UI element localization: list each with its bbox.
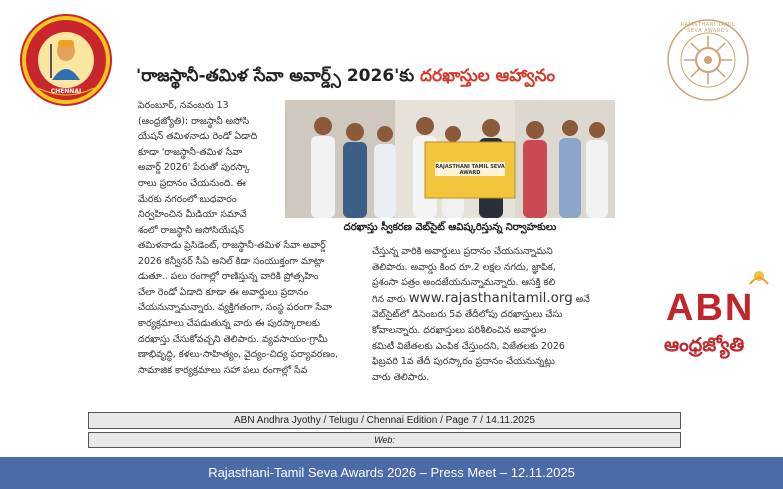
article-text: గిన వారు <box>372 293 406 305</box>
article-line: (ఆంధ్రజ్యోతి): రాజస్థానీ అసోసి <box>138 115 250 127</box>
article-line: కోవాలన్నారు. దరఖాస్తులు పరిశీలించిన అవార్డుల <box>372 324 547 336</box>
article-line: అవార్డ్ 2026' పేరుతో పురస్కా <box>138 162 250 174</box>
article-line <box>372 291 612 308</box>
seal-text: RAJASTHANI TAMIL SEVA AWARDS <box>680 22 736 34</box>
headline-accent: దరఖాస్తుల ఆహ్వానం <box>420 66 556 86</box>
abn-tagline: ఆంధ్రజ్యోతి <box>664 334 745 356</box>
article-line: సామాజిక కార్యక్రమాలు సహా పలు రంగాల్లో సేవ <box>138 364 308 376</box>
article-line: డుతూ.. పలు రంగాల్లో రాణిస్తున్న వారికి ప్రోత్సహిం <box>138 271 319 283</box>
article-line: మేరకు నగరంలో బుధవారం <box>138 193 237 205</box>
article-continuation <box>138 238 360 384</box>
article-line: చేలా రెండో ఏడాది కూడా ఈ అవార్డులు ప్రదానం <box>138 286 309 298</box>
article-line: ణాభివృద్ధి, కళలు-సాహిత్యం, వైద్యం-చిద్య పర్యావరణం, <box>138 349 338 361</box>
article-text: అనే <box>575 293 590 305</box>
article-line: ప్రశంసా పత్రం అందజేయనున్నామన్నారు. ఆసక్తి కలి <box>372 277 556 289</box>
web-info: Web: <box>88 432 681 448</box>
article-line: కార్యక్రమాలు చేపడుతున్న వారు ఈ పురస్కారాలకు <box>138 317 321 329</box>
footer-title: Rajasthani-Tamil Seva Awards 2026 – Press Meet – 12.11.2025 <box>0 457 783 489</box>
article-line: తమిళనాడు ప్రెసిడెంట్, రాజస్థానీ-తమిళ సేవా అవార్డ్ <box>138 240 326 251</box>
abn-letters: ABN <box>666 287 755 329</box>
press-meet-photo <box>285 100 615 218</box>
headline-main: 'రాజస్థానీ-తమిళ సేవా అవార్డ్స్ 2026'కు <box>136 66 415 86</box>
article-line: చేయనున్నామన్నారు. వ్యక్తిగతంగా, సంస్థ పరంగా సేవా <box>138 302 332 314</box>
article-headline <box>136 66 616 90</box>
article-line: చేస్తున్న వారికి అవార్డులు ప్రదానం చేయనున్నామని <box>372 246 553 257</box>
source-info: ABN Andhra Jyothy / Telugu / Chennai Edition / Page 7 / 14.11.2025 <box>88 412 681 429</box>
article-line: శంలో రాజస్థానీ అసోసియేషన్ <box>138 224 244 236</box>
article-column-right <box>372 244 612 384</box>
seva-awards-seal <box>666 18 750 102</box>
article-line: కూడా 'రాజస్థానీ-తమిళ సేవా <box>138 146 242 158</box>
photo-caption: దరఖాస్తు స్వీకరణ వెబ్‌సైట్ ఆవిష్కరిస్తున్న నిర్వాహకులు <box>343 222 557 233</box>
article-line: ఫిబ్రవరి 1వ తేదీ పురస్కారం ప్రదానం చేయనున్నట్లు <box>372 356 555 368</box>
abn-andhrajyothy-logo <box>664 270 774 386</box>
article-line: వారు తెలిపారు. <box>372 371 430 383</box>
article-line: నిర్వహించిన మీడియా సమావే <box>138 209 247 221</box>
article-line: తెలిపారు. అవార్డు కింద రూ.2 లక్షల నగదు, జ్ఞాపిక, <box>372 261 556 273</box>
article-line: కమిటీ విజేతలకు ఎంపిక చేస్తుందని, విజేతలకు 2026 <box>372 340 565 352</box>
emblem-text-bottom: CHENNAI <box>50 88 82 95</box>
article-line: యేషన్ తమిళనాడు రెండో ఏడాది <box>138 131 258 143</box>
photo-banner-text: RAJASTHANI TAMIL SEVA AWARD <box>435 164 505 176</box>
article-line: దరఖాస్తు చేసుకోవచ్చని తెలిపారు. వ్యవసాయం-గ్రామీ <box>138 333 328 345</box>
association-emblem <box>20 14 112 106</box>
article-line: 2026 కన్వీనర్ సీఏ అనిల్ కిడా సంయుక్తంగా మాట్లా <box>138 255 325 267</box>
article-line: వెబ్‌సైట్‌లో డిసెంబరు 5వ తేదీలోపు దరఖాస్తులు చేసు <box>372 309 563 321</box>
website-link[interactable]: www.rajasthanitamil.org <box>408 290 573 306</box>
article-line: రాలు ప్రదానం చేయనుంది. ఈ <box>138 177 246 189</box>
article-line: పెరంబూర్, నవంబరు 13 <box>138 100 229 111</box>
